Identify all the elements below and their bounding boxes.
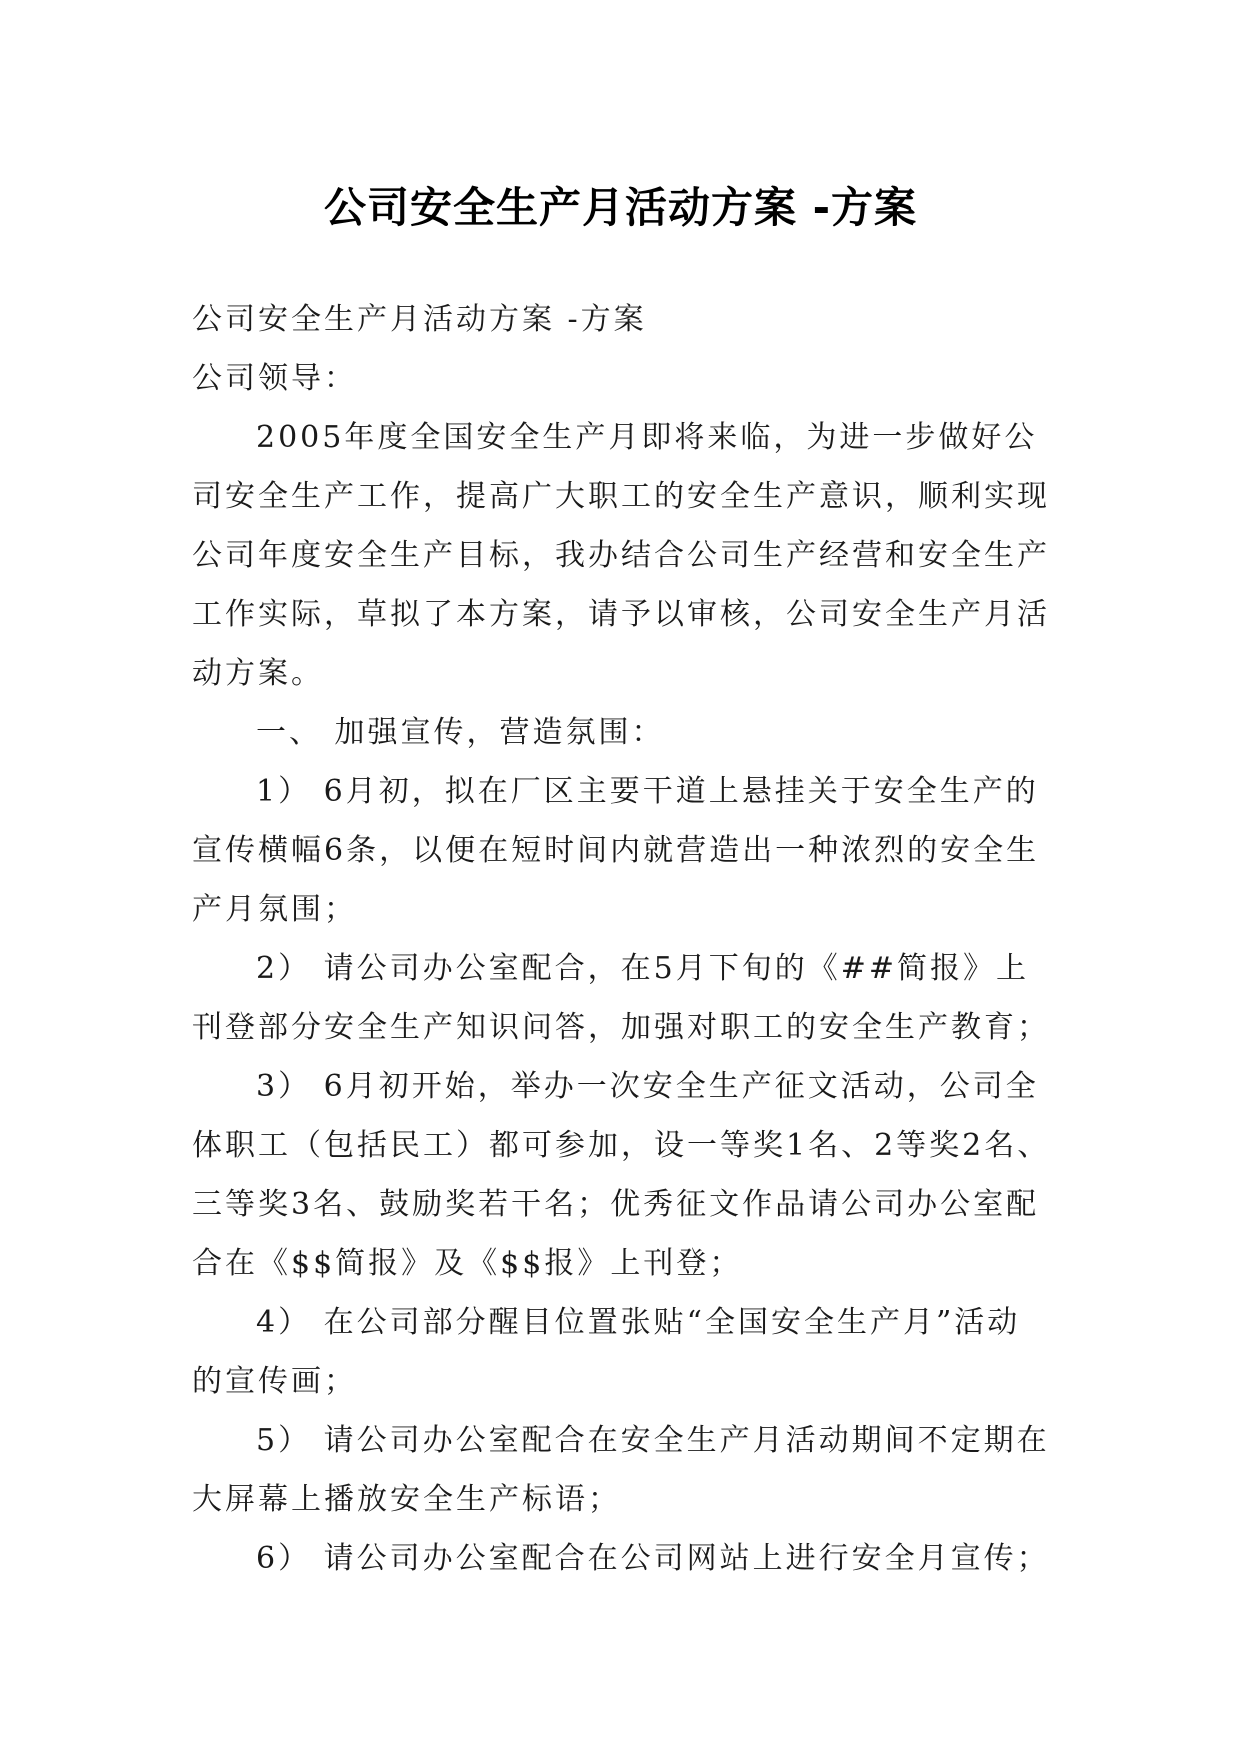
salutation: 公司领导：: [192, 361, 357, 396]
list-item: 6） 请公司办公室配合在公司网站上进行安全月宣传；: [256, 1541, 1050, 1576]
list-item: 2） 请公司办公室配合，在5月下旬的《##简报》上刊登部分安全生产知识问答，加强对职工的安全生产教育；: [192, 951, 1050, 1045]
section-heading: 一、 加强宣传，营造氛围：: [256, 715, 665, 750]
intro-paragraph: 2005年度全国安全生产月即将来临，为进一步做好公司安全生产工作，提高广大职工的安全生产意识，顺利实现公司年度安全生产目标，我办结合公司生产经营和安全生产工作实际，草拟了本方案，请予以审核，公司安全生产月活动方案。: [192, 420, 1050, 691]
list-item: 3） 6月初开始，举办一次安全生产征文活动，公司全体职工（包括民工）都可参加，设一等奖1名、2等奖2名、三等奖3名、鼓励奖若干名；优秀征文作品请公司办公室配合在《$$简报》及《$$报》上刊登；: [192, 1069, 1051, 1281]
list-item: 5） 请公司办公室配合在安全生产月活动期间不定期在大屏幕上播放安全生产标语；: [192, 1423, 1050, 1517]
document-body: [192, 290, 1052, 1588]
document-title: 公司安全生产月活动方案 -方案: [323, 183, 918, 233]
list-item: 1） 6月初，拟在厂区主要干道上悬挂关于安全生产的宣传横幅6条，以便在短时间内就营造出一种浓烈的安全生产月氛围；: [192, 774, 1040, 927]
document-subtitle: 公司安全生产月活动方案 -方案: [192, 302, 647, 337]
list-item: 4） 在公司部分醒目位置张贴“全国安全生产月”活动的宣传画；: [192, 1305, 1021, 1399]
